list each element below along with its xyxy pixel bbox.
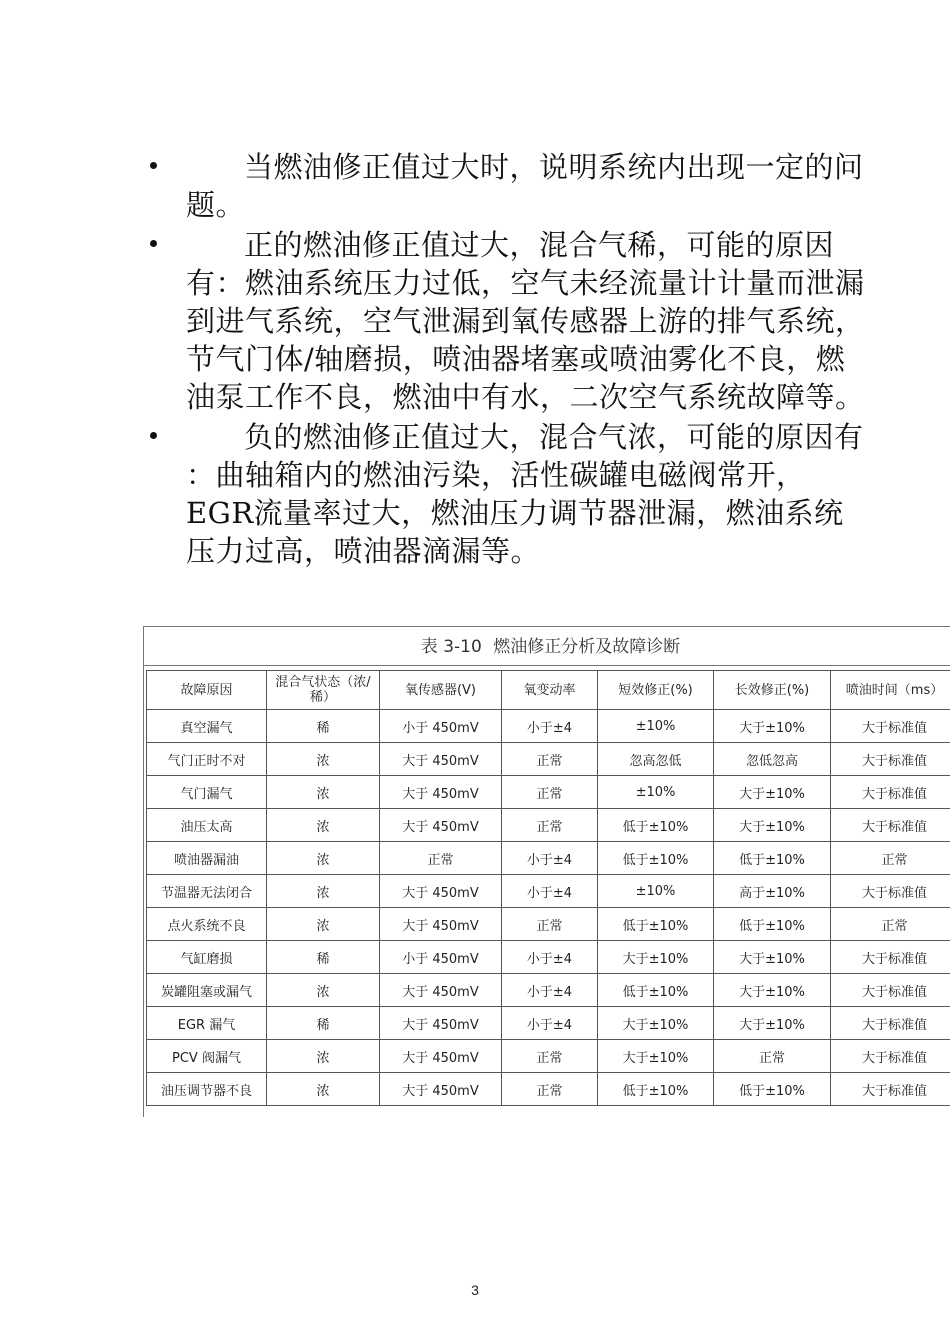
bullet-text: 正的燃油修正值过大，混合气稀，可能的原因有：燃油系统压力过低，空气未经流量计计量而泄漏到进气系统，空气泄漏到氧传感器上游的排气系统，节气门体/轴磨损，喷油器堵塞或喷油雾化不良，燃油泵工作不良，燃油中有水，二次空气系统故障等。 — [186, 228, 865, 414]
table-cell: 低于±10% — [714, 842, 831, 875]
table-cell: 大于±10% — [714, 1007, 831, 1040]
table-cell: 稀 — [267, 941, 380, 974]
table-cell: 浓 — [267, 875, 380, 908]
table-cell: 浓 — [267, 1040, 380, 1073]
bullet-item — [150, 226, 865, 416]
table-cell: 大于±10% — [714, 941, 831, 974]
table-cell: 忽高忽低 — [598, 743, 714, 776]
table-row — [147, 1007, 950, 1040]
table-cell: 正常 — [502, 743, 598, 776]
table-cell: 大于标准值 — [831, 1040, 950, 1073]
bullet-item — [150, 148, 865, 224]
table-cell: 正常 — [502, 809, 598, 842]
table-cell: 正常 — [831, 908, 950, 941]
table-cell: 正常 — [502, 908, 598, 941]
table-cell: 高于±10% — [714, 875, 831, 908]
table-caption-number: 表 3-10 — [420, 637, 482, 657]
table-row — [147, 809, 950, 842]
table-cell: 正常 — [380, 842, 502, 875]
table-cell: 大于 450mV — [380, 809, 502, 842]
bullet-text: 当燃油修正值过大时，说明系统内出现一定的问题。 — [186, 150, 864, 222]
table-cell: 大于 450mV — [380, 908, 502, 941]
table-cell: 大于标准值 — [831, 1073, 950, 1106]
header-cell: 氧传感器(V) — [380, 671, 502, 710]
table-cell: 正常 — [502, 776, 598, 809]
table-cell: EGR 漏气 — [147, 1007, 267, 1040]
fuel-trim-table-container — [143, 626, 950, 1117]
table-cell: 浓 — [267, 776, 380, 809]
table-cell: 气缸磨损 — [147, 941, 267, 974]
bullet-text: 负的燃油修正值过大，混合气浓，可能的原因有 ：曲轴箱内的燃油污染，活性碳罐电磁阀常开，EGR流量率过大，燃油压力调节器泄漏，燃油系统压力过高，喷油器滴漏等。 — [186, 420, 864, 568]
table-cell: 浓 — [267, 743, 380, 776]
table-row — [147, 1073, 950, 1106]
table-cell: 大于±10% — [714, 974, 831, 1007]
table-row — [147, 743, 950, 776]
table-cell: 节温器无法闭合 — [147, 875, 267, 908]
table-cell: 大于 450mV — [380, 1073, 502, 1106]
table-cell: 喷油器漏油 — [147, 842, 267, 875]
table-cell: 低于±10% — [714, 908, 831, 941]
table-cell: 小于 450mV — [380, 941, 502, 974]
table-header-row — [147, 671, 950, 710]
header-cell: 氧变动率 — [502, 671, 598, 710]
table-row — [147, 842, 950, 875]
table-cell: 正常 — [502, 1073, 598, 1106]
table-cell: 油压调节器不良 — [147, 1073, 267, 1106]
bullet-list — [150, 148, 865, 572]
header-cell: 故障原因 — [147, 671, 267, 710]
header-cell: 混合气状态（浓/稀） — [267, 671, 380, 710]
table-cell: 大于标准值 — [831, 710, 950, 743]
table-cell: 小于±4 — [502, 710, 598, 743]
table-cell: 浓 — [267, 809, 380, 842]
table-cell: 小于±4 — [502, 941, 598, 974]
table-row — [147, 974, 950, 1007]
table-cell: 大于标准值 — [831, 1007, 950, 1040]
table-cell: 大于±10% — [714, 809, 831, 842]
table-cell: 低于±10% — [598, 809, 714, 842]
table-cell: 大于 450mV — [380, 776, 502, 809]
table-cell: 小于±4 — [502, 842, 598, 875]
bullet-dot-icon — [150, 432, 157, 439]
table-cell: 炭罐阻塞或漏气 — [147, 974, 267, 1007]
table-cell: 低于±10% — [598, 842, 714, 875]
table-caption — [144, 627, 950, 666]
table-cell: 低于±10% — [714, 1073, 831, 1106]
table-cell: 大于±10% — [598, 941, 714, 974]
bullet-dot-icon — [150, 240, 157, 247]
table-cell: 大于 450mV — [380, 743, 502, 776]
table-cell: 稀 — [267, 1007, 380, 1040]
bullet-item — [150, 418, 865, 570]
table-cell: 大于 450mV — [380, 875, 502, 908]
table-cell: 稀 — [267, 710, 380, 743]
fuel-trim-table — [146, 670, 950, 1106]
table-cell: 低于±10% — [598, 908, 714, 941]
table-cell: 正常 — [502, 1040, 598, 1073]
table-row — [147, 776, 950, 809]
table-cell: PCV 阀漏气 — [147, 1040, 267, 1073]
table-caption-title: 燃油修正分析及故障诊断 — [493, 637, 681, 657]
header-cell: 短效修正(%) — [598, 671, 714, 710]
table-cell: 小于±4 — [502, 974, 598, 1007]
table-row — [147, 1040, 950, 1073]
table-cell: 大于标准值 — [831, 776, 950, 809]
table-cell: 大于 450mV — [380, 974, 502, 1007]
table-cell: 大于±10% — [714, 776, 831, 809]
table-cell: 大于标准值 — [831, 743, 950, 776]
table-cell: 气门正时不对 — [147, 743, 267, 776]
table-cell: 浓 — [267, 974, 380, 1007]
table-cell: 小于±4 — [502, 875, 598, 908]
table-cell: 油压太高 — [147, 809, 267, 842]
table-cell: 大于标准值 — [831, 875, 950, 908]
table-cell: 真空漏气 — [147, 710, 267, 743]
header-cell: 喷油时间（ms） — [831, 671, 950, 710]
table-row — [147, 710, 950, 743]
table-cell: 大于标准值 — [831, 809, 950, 842]
table-cell: 浓 — [267, 908, 380, 941]
table-cell: 大于 450mV — [380, 1007, 502, 1040]
table-cell: 低于±10% — [598, 1073, 714, 1106]
table-cell: 小于±4 — [502, 1007, 598, 1040]
table-cell: ±10% — [598, 710, 714, 743]
table-cell: 忽低忽高 — [714, 743, 831, 776]
table-cell: 低于±10% — [598, 974, 714, 1007]
table-row — [147, 941, 950, 974]
table-body — [147, 710, 950, 1106]
table-cell: 大于±10% — [714, 710, 831, 743]
table-cell: 正常 — [714, 1040, 831, 1073]
table-row — [147, 875, 950, 908]
table-cell: 气门漏气 — [147, 776, 267, 809]
table-cell: 大于±10% — [598, 1040, 714, 1073]
table-cell: 大于标准值 — [831, 941, 950, 974]
table-cell: 点火系统不良 — [147, 908, 267, 941]
table-cell: 小于 450mV — [380, 710, 502, 743]
table-cell: 大于±10% — [598, 1007, 714, 1040]
table-cell: 大于 450mV — [380, 1040, 502, 1073]
table-row — [147, 908, 950, 941]
table-cell: 大于标准值 — [831, 974, 950, 1007]
table-cell: 正常 — [831, 842, 950, 875]
table-cell: 浓 — [267, 842, 380, 875]
table-cell: ±10% — [598, 776, 714, 809]
table-cell: 浓 — [267, 1073, 380, 1106]
bullet-dot-icon — [150, 162, 157, 169]
page-number: 3 — [471, 1282, 479, 1298]
table-cell: ±10% — [598, 875, 714, 908]
header-cell: 长效修正(%) — [714, 671, 831, 710]
